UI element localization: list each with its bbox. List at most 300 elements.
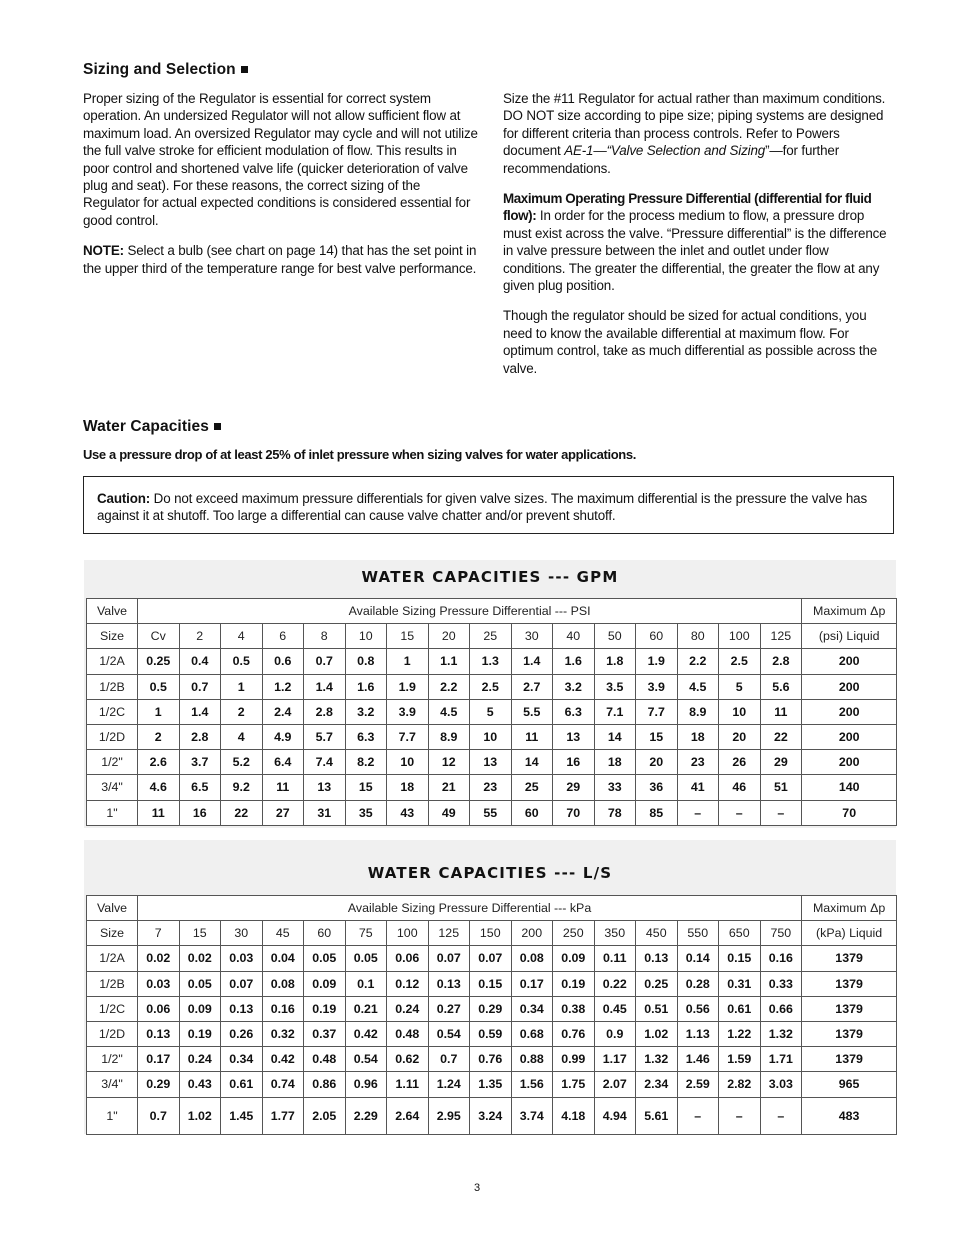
capacity-cell: 3.74 <box>511 1097 553 1134</box>
differential-column-header: 25 <box>470 624 512 649</box>
capacity-cell: 11 <box>760 699 802 724</box>
differential-column-header: 15 <box>387 624 429 649</box>
differential-column-header: 2 <box>179 624 221 649</box>
capacity-cell: 0.05 <box>179 971 221 996</box>
capacity-cell: 0.15 <box>470 971 512 996</box>
max-dp-cell: 1379 <box>802 946 897 971</box>
table-row <box>87 800 897 825</box>
differential-column-header: 30 <box>221 921 263 946</box>
capacity-cell: 6.5 <box>179 775 221 800</box>
capacity-cell: 8.9 <box>428 724 470 749</box>
capacity-cell: 2.34 <box>636 1072 678 1097</box>
capacity-cell: 0.61 <box>221 1072 263 1097</box>
capacity-cell: 16 <box>179 800 221 825</box>
capacity-cell: 1 <box>387 649 429 674</box>
capacity-cell: 2.4 <box>262 699 304 724</box>
max-dp-cell: 1379 <box>802 1021 897 1046</box>
capacity-cell: 0.38 <box>553 996 595 1021</box>
differential-column-header: 80 <box>677 624 719 649</box>
capacity-cell: 0.66 <box>760 996 802 1021</box>
size-header: Size <box>87 921 138 946</box>
capacity-cell: 25 <box>511 775 553 800</box>
capacity-cell: – <box>760 800 802 825</box>
capacity-cell: 5.61 <box>636 1097 678 1134</box>
capacity-cell: 0.31 <box>719 971 761 996</box>
capacity-cell: 0.19 <box>179 1021 221 1046</box>
capacity-cell: 2 <box>221 699 263 724</box>
capacity-cell: 0.76 <box>470 1047 512 1072</box>
capacity-cell: 21 <box>428 775 470 800</box>
differential-column-header: 125 <box>760 624 802 649</box>
capacity-cell: 0.25 <box>636 971 678 996</box>
max-dp-cell: 200 <box>802 750 897 775</box>
capacity-cell: 1.02 <box>179 1097 221 1134</box>
max-dp-header: Maximum Δp <box>802 896 897 921</box>
caution-label: Caution: <box>97 491 151 506</box>
sizing-heading: Sizing and Selection <box>83 61 248 79</box>
capacity-cell: 0.07 <box>470 946 512 971</box>
bullet-square-icon <box>241 66 248 73</box>
capacity-cell: 0.22 <box>594 971 636 996</box>
pressure-differential-header: Available Sizing Pressure Differential --- PSI <box>138 599 802 624</box>
capacity-cell: 51 <box>760 775 802 800</box>
differential-column-header: 10 <box>345 624 387 649</box>
capacity-cell: 1.6 <box>345 674 387 699</box>
capacity-cell: 0.06 <box>138 996 180 1021</box>
table-row <box>87 996 897 1021</box>
capacity-cell: 1.4 <box>304 674 346 699</box>
capacity-cell: 0.09 <box>553 946 595 971</box>
capacity-cell: 0.76 <box>553 1021 595 1046</box>
capacity-cell: 33 <box>594 775 636 800</box>
capacity-cell: – <box>719 800 761 825</box>
capacity-cell: 1.9 <box>636 649 678 674</box>
capacity-cell: 0.48 <box>387 1021 429 1046</box>
capacity-cell: 2.95 <box>428 1097 470 1134</box>
capacity-cell: 0.28 <box>677 971 719 996</box>
capacity-cell: 0.54 <box>345 1047 387 1072</box>
differential-column-header: 350 <box>594 921 636 946</box>
capacity-cell: 49 <box>428 800 470 825</box>
capacity-cell: 0.24 <box>387 996 429 1021</box>
capacity-cell: 0.13 <box>636 946 678 971</box>
max-dp-cell: 200 <box>802 699 897 724</box>
capacity-cell: 1.1 <box>428 649 470 674</box>
valve-size-cell: 1/2D <box>87 724 138 749</box>
capacity-cell: 2.59 <box>677 1072 719 1097</box>
differential-column-header: 100 <box>387 921 429 946</box>
capacity-cell: 18 <box>387 775 429 800</box>
capacity-cell: 0.07 <box>221 971 263 996</box>
cv-cell: 0.5 <box>138 674 180 699</box>
differential-column-header: 100 <box>719 624 761 649</box>
capacity-cell: 0.16 <box>760 946 802 971</box>
valve-size-cell: 1/2C <box>87 699 138 724</box>
capacity-cell: 13 <box>553 724 595 749</box>
capacity-cell: 0.05 <box>304 946 346 971</box>
capacity-cell: 60 <box>511 800 553 825</box>
capacity-cell: 1.17 <box>594 1047 636 1072</box>
differential-column-header: 650 <box>719 921 761 946</box>
caution-text <box>97 490 893 524</box>
capacity-cell: 29 <box>553 775 595 800</box>
subheader-row <box>87 624 897 649</box>
capacity-cell: 0.7 <box>138 1097 180 1134</box>
capacity-cell: 6.3 <box>553 699 595 724</box>
capacity-cell: 0.11 <box>594 946 636 971</box>
valve-header: Valve <box>87 896 138 921</box>
capacity-cell: 0.21 <box>345 996 387 1021</box>
capacity-cell: 20 <box>719 724 761 749</box>
cv-cell: 0.25 <box>138 649 180 674</box>
capacity-cell: 3.2 <box>345 699 387 724</box>
table-row <box>87 775 897 800</box>
capacity-cell: 0.42 <box>345 1021 387 1046</box>
capacity-cell: 0.48 <box>304 1047 346 1072</box>
capacity-cell: 2.2 <box>677 649 719 674</box>
capacity-cell: 0.03 <box>138 971 180 996</box>
mopd-label: Maximum Operating Pressure Differential (differential for fluid flow): <box>503 191 872 224</box>
right-p1-text-a: Size the #11 Regulator for actual rather than maximum conditions. DO NOT size according to pipe size; piping systems are designed for different criteria than process controls. Refer to Powers document <box>503 91 886 159</box>
capacity-cell: 0.6 <box>262 649 304 674</box>
water-instruction: Use a pressure drop of at least 25% of inlet pressure when sizing valves for water applications. <box>83 447 637 462</box>
capacity-cell: 0.32 <box>262 1021 304 1046</box>
table-row <box>87 1072 897 1097</box>
capacity-cell: 15 <box>345 775 387 800</box>
max-dp-unit-header: (psi) Liquid <box>802 624 897 649</box>
capacity-cell: 13 <box>470 750 512 775</box>
capacity-cell: 16 <box>553 750 595 775</box>
capacity-cell: 7.1 <box>594 699 636 724</box>
ls-table <box>86 895 897 1135</box>
capacity-cell: 1.77 <box>262 1097 304 1134</box>
valve-size-cell: 1/2A <box>87 649 138 674</box>
max-dp-cell: 200 <box>802 649 897 674</box>
capacity-cell: 22 <box>221 800 263 825</box>
max-dp-cell: 1379 <box>802 971 897 996</box>
valve-size-cell: 1/2D <box>87 1021 138 1046</box>
capacity-cell: 7.7 <box>636 699 678 724</box>
capacity-cell: 0.17 <box>138 1047 180 1072</box>
capacity-cell: 9.2 <box>221 775 263 800</box>
water-capacities-heading: Water Capacities <box>83 418 221 436</box>
max-dp-cell: 200 <box>802 674 897 699</box>
subheader-row <box>87 921 897 946</box>
capacity-cell: 1.8 <box>594 649 636 674</box>
capacity-cell: – <box>760 1097 802 1134</box>
capacity-cell: 0.29 <box>138 1072 180 1097</box>
table-row <box>87 946 897 971</box>
capacity-cell: 22 <box>760 724 802 749</box>
note-text: Select a bulb (see chart on page 14) that has the set point in the upper third of the temperature range for best valve performance. <box>83 243 477 276</box>
capacity-cell: 1.71 <box>760 1047 802 1072</box>
capacity-cell: 0.99 <box>553 1047 595 1072</box>
capacity-cell: 85 <box>636 800 678 825</box>
capacity-cell: 0.09 <box>179 996 221 1021</box>
capacity-cell: 0.09 <box>304 971 346 996</box>
capacity-cell: 0.45 <box>594 996 636 1021</box>
cv-cell: 2.6 <box>138 750 180 775</box>
page-number: 3 <box>473 1182 481 1194</box>
capacity-cell: 3.2 <box>553 674 595 699</box>
capacity-cell: 4.5 <box>677 674 719 699</box>
differential-column-header: 45 <box>262 921 304 946</box>
capacity-cell: 1.11 <box>387 1072 429 1097</box>
capacity-cell: 0.19 <box>553 971 595 996</box>
capacity-cell: 2.07 <box>594 1072 636 1097</box>
capacity-cell: 0.96 <box>345 1072 387 1097</box>
table-row <box>87 699 897 724</box>
max-dp-cell: 1379 <box>802 1047 897 1072</box>
differential-column-header: 125 <box>428 921 470 946</box>
capacity-cell: 26 <box>719 750 761 775</box>
capacity-cell: 0.56 <box>677 996 719 1021</box>
table-row <box>87 750 897 775</box>
capacity-cell: 1.2 <box>262 674 304 699</box>
table-row <box>87 1097 897 1134</box>
max-dp-header: Maximum Δp <box>802 599 897 624</box>
capacity-cell: 2.64 <box>387 1097 429 1134</box>
capacity-cell: 14 <box>594 724 636 749</box>
differential-column-header: 50 <box>594 624 636 649</box>
capacity-cell: 10 <box>387 750 429 775</box>
header-row <box>87 599 897 624</box>
header-row <box>87 896 897 921</box>
valve-size-cell: 1/2" <box>87 750 138 775</box>
capacity-cell: 78 <box>594 800 636 825</box>
capacity-cell: 0.05 <box>345 946 387 971</box>
capacity-cell: 0.54 <box>428 1021 470 1046</box>
differential-column-header: 15 <box>179 921 221 946</box>
capacity-cell: 0.88 <box>511 1047 553 1072</box>
capacity-cell: 23 <box>677 750 719 775</box>
differential-column-header: 750 <box>760 921 802 946</box>
capacity-cell: 8.2 <box>345 750 387 775</box>
capacity-cell: 8.9 <box>677 699 719 724</box>
capacity-cell: 2.2 <box>428 674 470 699</box>
capacity-cell: 0.14 <box>677 946 719 971</box>
capacity-cell: 5.2 <box>221 750 263 775</box>
capacity-cell: 0.19 <box>304 996 346 1021</box>
capacity-cell: 1.02 <box>636 1021 678 1046</box>
capacity-cell: – <box>677 1097 719 1134</box>
right-p1-text-b: ”—for further recommendations. <box>503 143 840 176</box>
capacity-cell: 1.46 <box>677 1047 719 1072</box>
capacity-cell: 0.1 <box>345 971 387 996</box>
capacity-cell: 1.4 <box>179 699 221 724</box>
capacity-cell: 43 <box>387 800 429 825</box>
capacity-cell: 2.8 <box>304 699 346 724</box>
capacity-cell: 0.37 <box>304 1021 346 1046</box>
capacity-cell: 10 <box>470 724 512 749</box>
capacity-cell: 1.45 <box>221 1097 263 1134</box>
capacity-cell: 5.5 <box>511 699 553 724</box>
capacity-cell: 0.34 <box>221 1047 263 1072</box>
capacity-cell: 23 <box>470 775 512 800</box>
capacity-cell: 36 <box>636 775 678 800</box>
capacity-cell: 5 <box>470 699 512 724</box>
capacity-cell: 0.27 <box>428 996 470 1021</box>
capacity-cell: 0.62 <box>387 1047 429 1072</box>
capacity-cell: 2.5 <box>719 649 761 674</box>
size-header: Size <box>87 624 138 649</box>
gpm-table-panel <box>84 560 896 828</box>
capacity-cell: 4 <box>221 724 263 749</box>
capacity-cell: 3.24 <box>470 1097 512 1134</box>
max-dp-cell: 70 <box>802 800 897 825</box>
capacity-cell: 31 <box>304 800 346 825</box>
cv-cell: 11 <box>138 800 180 825</box>
ls-table-title: WATER CAPACITIES --- L/S <box>367 864 613 882</box>
capacity-cell: 0.7 <box>304 649 346 674</box>
capacity-cell: 27 <box>262 800 304 825</box>
sizing-note <box>83 242 478 277</box>
capacity-cell: 0.8 <box>345 649 387 674</box>
capacity-cell: 0.04 <box>262 946 304 971</box>
differential-column-header: 150 <box>470 921 512 946</box>
capacity-cell: 0.59 <box>470 1021 512 1046</box>
capacity-cell: 11 <box>511 724 553 749</box>
ls-table-panel <box>84 840 896 1134</box>
capacity-cell: 11 <box>262 775 304 800</box>
table-row <box>87 971 897 996</box>
capacity-cell: 6.4 <box>262 750 304 775</box>
valve-size-cell: 3/4" <box>87 1072 138 1097</box>
capacity-cell: 0.15 <box>719 946 761 971</box>
capacity-cell: 1.32 <box>636 1047 678 1072</box>
capacity-cell: 3.9 <box>387 699 429 724</box>
capacity-cell: 55 <box>470 800 512 825</box>
doc-reference: AE-1—“Valve Selection and Sizing <box>564 143 766 159</box>
capacity-cell: 18 <box>594 750 636 775</box>
valve-size-cell: 3/4" <box>87 775 138 800</box>
capacity-cell: 10 <box>719 699 761 724</box>
capacity-cell: 5.6 <box>760 674 802 699</box>
capacity-cell: 0.29 <box>470 996 512 1021</box>
capacity-cell: 7.7 <box>387 724 429 749</box>
capacity-cell: 0.7 <box>179 674 221 699</box>
mopd-paragraph <box>503 190 890 294</box>
capacity-cell: 1.24 <box>428 1072 470 1097</box>
gpm-table-title: WATER CAPACITIES --- GPM <box>361 568 619 586</box>
capacity-cell: 3.9 <box>636 674 678 699</box>
capacity-cell: 1.75 <box>553 1072 595 1097</box>
capacity-cell: 0.74 <box>262 1072 304 1097</box>
caution-box <box>83 476 894 534</box>
table-row <box>87 674 897 699</box>
capacity-cell: 3.5 <box>594 674 636 699</box>
pressure-differential-header: Available Sizing Pressure Differential --- kPa <box>138 896 802 921</box>
differential-column-header: 20 <box>428 624 470 649</box>
gpm-table <box>86 598 897 826</box>
sizing-paragraph-1: Proper sizing of the Regulator is essential for correct system operation. An undersized Regulator will not allow sufficient flow at maximum load. An oversized Regulator may cycle and will not utilize the full valve stroke for efficient modulation of flow. This results in poor control and shortened valve life (quicker deterioration of valve plug and seat). For these reasons, the correct sizing of the Regulator for actual expected conditions is considered essential for good control. <box>83 91 478 228</box>
capacity-cell: 29 <box>760 750 802 775</box>
capacity-cell: 0.68 <box>511 1021 553 1046</box>
table-row <box>87 1047 897 1072</box>
capacity-cell: 0.42 <box>262 1047 304 1072</box>
capacity-cell: 2.7 <box>511 674 553 699</box>
capacity-cell: 0.02 <box>138 946 180 971</box>
valve-header: Valve <box>87 599 138 624</box>
max-dp-cell: 200 <box>802 724 897 749</box>
differential-column-header: 250 <box>553 921 595 946</box>
valve-size-cell: 1/2B <box>87 971 138 996</box>
differential-column-header: 550 <box>677 921 719 946</box>
table-row <box>87 724 897 749</box>
differential-column-header: 200 <box>511 921 553 946</box>
max-dp-cell: 140 <box>802 775 897 800</box>
capacity-cell: 0.08 <box>262 971 304 996</box>
valve-size-cell: 1/2B <box>87 674 138 699</box>
capacity-cell: 0.34 <box>511 996 553 1021</box>
differential-column-header: 75 <box>345 921 387 946</box>
capacity-cell: 0.24 <box>179 1047 221 1072</box>
capacity-cell: 1.13 <box>677 1021 719 1046</box>
capacity-cell: 0.4 <box>179 649 221 674</box>
capacity-cell: 0.43 <box>179 1072 221 1097</box>
valve-size-cell: 1" <box>87 1097 138 1134</box>
capacity-cell: 6.3 <box>345 724 387 749</box>
capacity-cell: 0.13 <box>428 971 470 996</box>
differential-column-header: 6 <box>262 624 304 649</box>
capacity-cell: 5 <box>719 674 761 699</box>
max-dp-cell: 483 <box>802 1097 897 1134</box>
capacity-cell: 70 <box>553 800 595 825</box>
capacity-cell: 12 <box>428 750 470 775</box>
capacity-cell: 0.7 <box>428 1047 470 1072</box>
capacity-cell: 5.7 <box>304 724 346 749</box>
capacity-cell: 0.9 <box>594 1021 636 1046</box>
capacity-cell: 4.5 <box>428 699 470 724</box>
capacity-cell: 1.35 <box>470 1072 512 1097</box>
capacity-cell: 0.5 <box>221 649 263 674</box>
capacity-cell: 1.59 <box>719 1047 761 1072</box>
capacity-cell: 2.8 <box>760 649 802 674</box>
note-label: NOTE: <box>83 243 124 259</box>
capacity-cell: 7.4 <box>304 750 346 775</box>
capacity-cell: 0.03 <box>221 946 263 971</box>
capacity-cell: 2.8 <box>179 724 221 749</box>
capacity-cell: 0.26 <box>221 1021 263 1046</box>
capacity-cell: 35 <box>345 800 387 825</box>
capacity-cell: 2.29 <box>345 1097 387 1134</box>
caution-body: Do not exceed maximum pressure differentials for given valve sizes. The maximum differential is the pressure the valve has against it at shutoff. Too large a differential can cause valve chatter and/or prevent shutoff. <box>97 491 867 523</box>
max-dp-cell: 965 <box>802 1072 897 1097</box>
capacity-cell: 4.94 <box>594 1097 636 1134</box>
capacity-cell: 0.61 <box>719 996 761 1021</box>
capacity-cell: 1.6 <box>553 649 595 674</box>
differential-column-header: 30 <box>511 624 553 649</box>
capacity-cell: 2.05 <box>304 1097 346 1134</box>
capacity-cell: 20 <box>636 750 678 775</box>
capacity-cell: 15 <box>636 724 678 749</box>
valve-size-cell: 1/2A <box>87 946 138 971</box>
cv-cell: 4.6 <box>138 775 180 800</box>
cv-header: Cv <box>138 624 180 649</box>
mopd-text: In order for the process medium to flow, a pressure drop must exist across the valve. “Pressure differential” is the difference in valve pressure between the inlet and outlet under flow conditions. The greater the differential, the greater the flow at any given plug position. <box>503 208 887 294</box>
capacity-cell: 2.5 <box>470 674 512 699</box>
sizing-right-paragraph-1 <box>503 90 890 177</box>
capacity-cell: 1.9 <box>387 674 429 699</box>
differential-column-header: 4 <box>221 624 263 649</box>
capacity-cell: 0.08 <box>511 946 553 971</box>
capacity-cell: 0.17 <box>511 971 553 996</box>
capacity-cell: 0.33 <box>760 971 802 996</box>
sizing-left-column <box>83 90 478 277</box>
capacity-cell: 0.13 <box>221 996 263 1021</box>
capacity-cell: 1.22 <box>719 1021 761 1046</box>
cv-cell: 2 <box>138 724 180 749</box>
